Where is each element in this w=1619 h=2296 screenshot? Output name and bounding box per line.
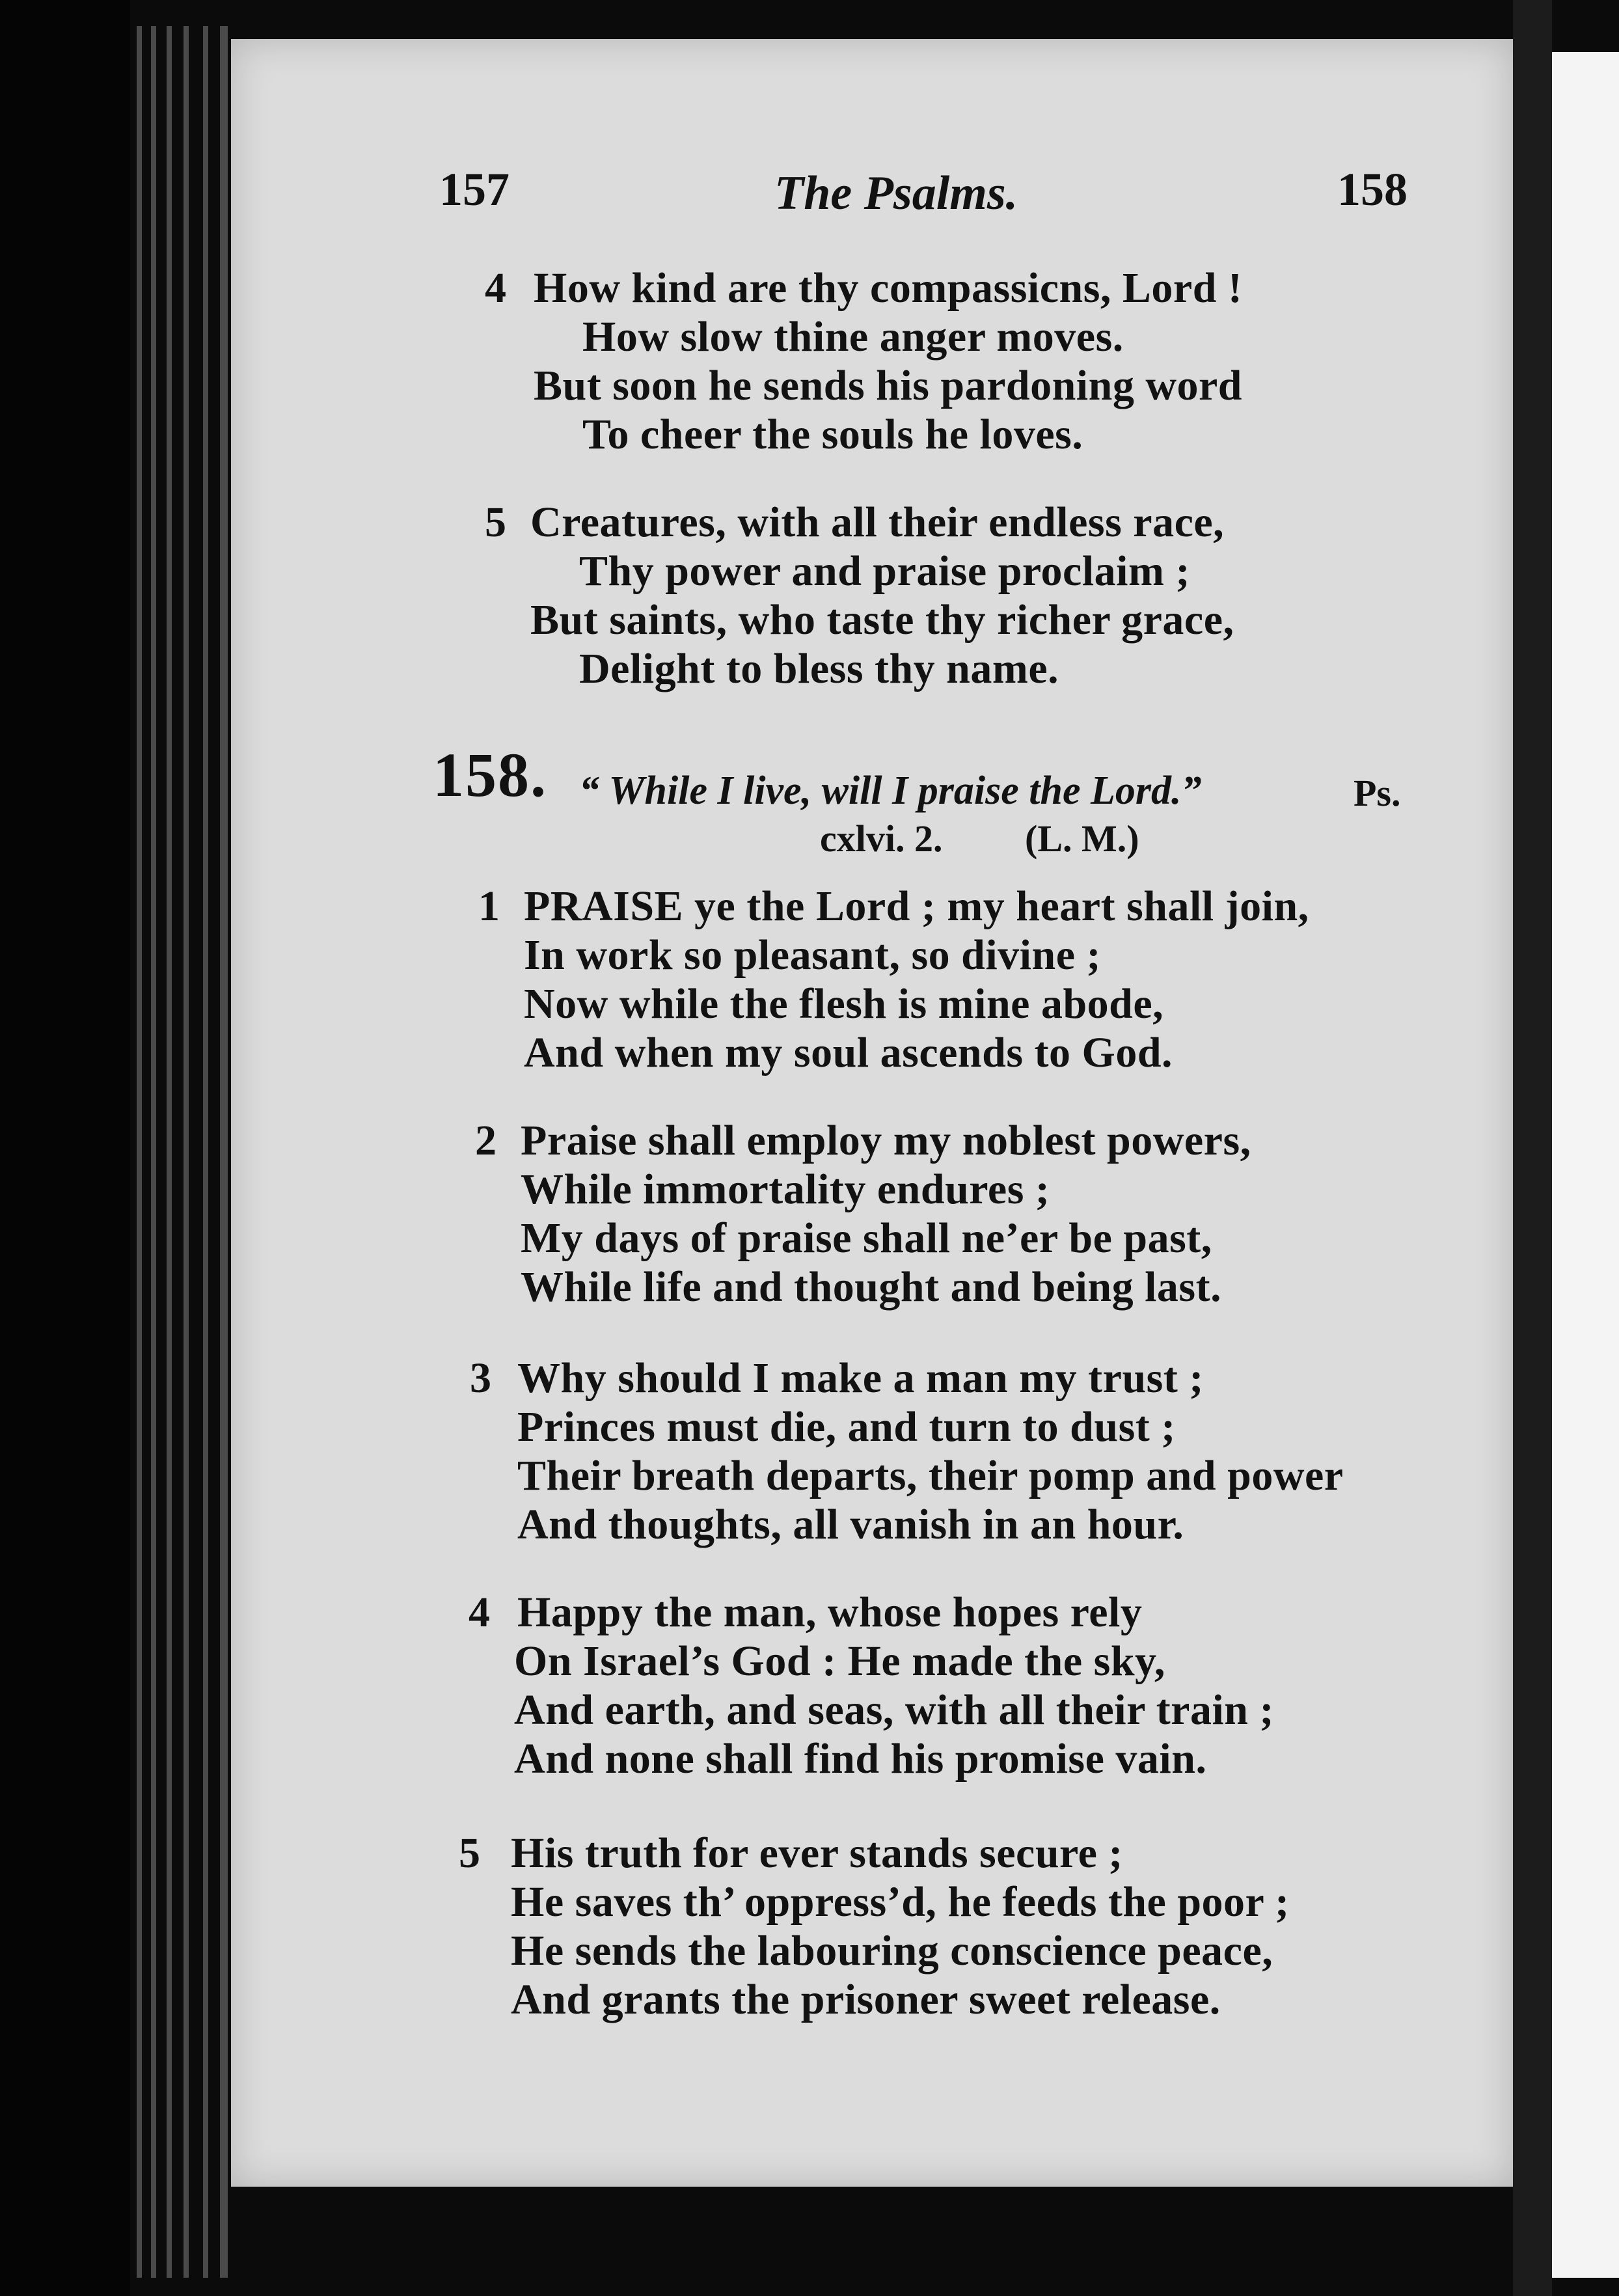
stanza-number: 5 [459,1829,480,1877]
verse-line: Now while the flesh is mine abode, [524,980,1164,1028]
verse-line: Happy the man, whose hopes rely [517,1589,1143,1636]
left-page-number: 157 [439,163,510,215]
verse-line: And none shall find his promise vain. [514,1735,1207,1783]
verse-line: PRAISE ye the Lord ; my heart shall join, [524,882,1309,930]
verse-line: To cheer the souls he loves. [582,411,1083,458]
verse-line: My days of praise shall ne’er be past, [521,1214,1212,1262]
verse-line: And when my soul ascends to God. [524,1029,1173,1076]
verse-line: He saves th’ oppress’d, he feeds the poor ; [511,1878,1290,1926]
stanza-number: 1 [478,882,500,930]
stanza-number: 5 [485,499,506,546]
verse-line: But soon he sends his pardoning word [534,362,1243,409]
verse-line: How slow thine anger moves. [582,313,1124,361]
running-title: The Psalms. [774,167,1018,220]
verse-line: Praise shall employ my noblest powers, [521,1117,1251,1164]
page-gutter-shadow [1513,0,1552,2296]
verse-line: Their breath departs, their pomp and power [517,1452,1344,1499]
verse-line: But saints, who taste thy richer grace, [530,596,1234,644]
hymn-title: “ While I live, will I praise the Lord.” [579,769,1202,813]
verse-line: Princes must die, and turn to dust ; [517,1403,1176,1451]
hymn-meter: (L. M.) [1025,817,1139,860]
facing-page-edge [1552,52,1619,2278]
verse-line: He sends the labouring conscience peace, [511,1927,1273,1975]
scripture-reference: cxlvi. 2. [820,817,943,860]
stanza-number: 4 [469,1589,490,1636]
verse-line: And thoughts, all vanish in an hour. [517,1501,1184,1548]
verse-line: While life and thought and being last. [521,1263,1222,1311]
verse-line: His truth for ever stands secure ; [511,1829,1123,1877]
verse-line: And grants the prisoner sweet release. [511,1976,1221,2023]
verse-line: And earth, and seas, with all their train ; [514,1686,1274,1734]
hymn-number: 158. [433,740,547,810]
verse-line: On Israel’s God : He made the sky, [514,1637,1165,1685]
verse-line: How kind are thy compassicns, Lord ! [534,264,1243,312]
verse-line: Creatures, with all their endless race, [530,499,1225,546]
stanza-number: 2 [475,1117,497,1164]
verse-line: While immortality endures ; [521,1166,1050,1213]
right-page-number: 158 [1337,163,1408,215]
stanza-number: 4 [485,264,506,312]
stanza-number: 3 [470,1354,491,1402]
verse-line: Thy power and praise proclaim ; [579,547,1190,595]
verse-line: Delight to bless thy name. [579,645,1059,692]
verse-line: Why should I make a man my trust ; [517,1354,1204,1402]
verse-line: In work so pleasant, so divine ; [524,931,1101,979]
scripture-reference-start: Ps. [1354,772,1401,814]
